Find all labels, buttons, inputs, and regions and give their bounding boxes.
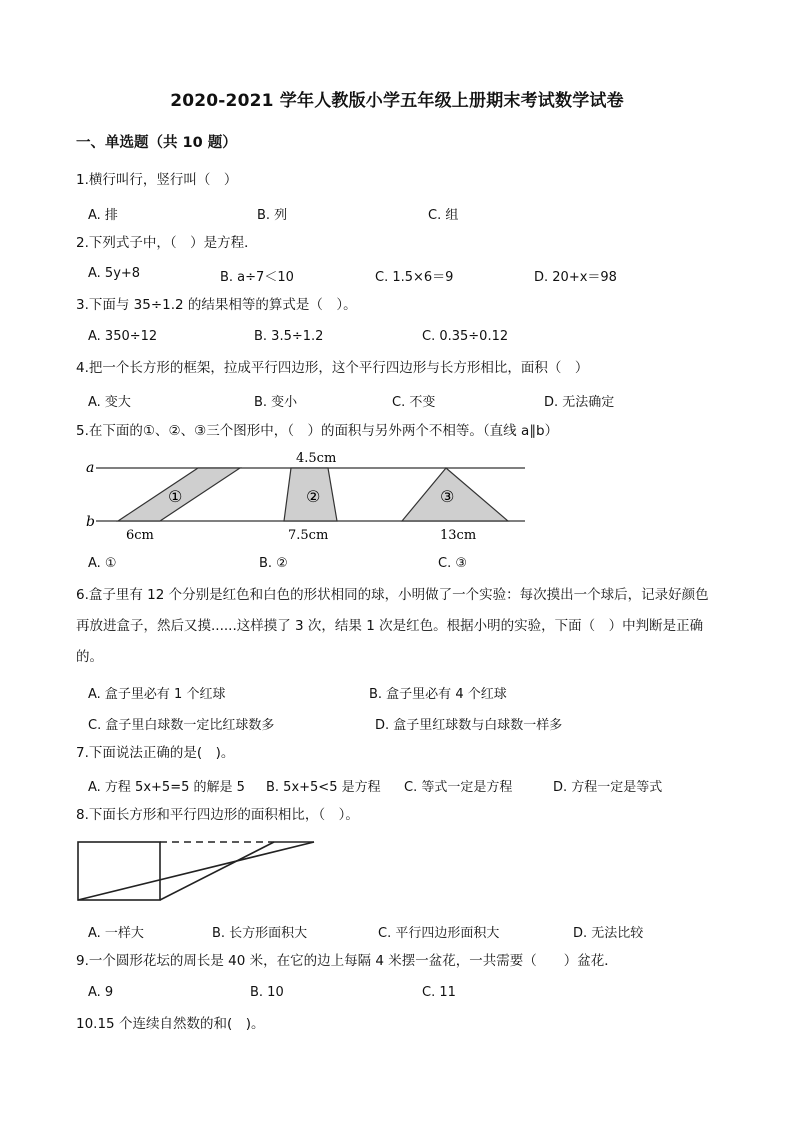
question-10: 10.15 个连续自然数的和( )。 xyxy=(76,1016,265,1032)
shape-1-label: ① xyxy=(168,487,183,506)
q6-option-b[interactable]: B. 盒子里必有 4 个红球 xyxy=(369,687,507,702)
q3-option-a[interactable]: A. 350÷12 xyxy=(88,329,158,344)
q2-option-a[interactable]: A. 5y+8 xyxy=(88,266,141,281)
shape-3-triangle xyxy=(402,468,508,521)
q4-option-a[interactable]: A. 变大 xyxy=(88,395,131,410)
q2-option-b[interactable]: B. a÷7＜10 xyxy=(220,270,294,285)
question-7: 7.下面说法正确的是( )。 xyxy=(76,745,235,761)
question-4: 4.把一个长方形的框架，拉成平行四边形，这个平行四边形与长方形相比，面积（ ） xyxy=(76,360,589,376)
shape-1-base-label: 6cm xyxy=(126,528,154,543)
q5-option-a[interactable]: A. ① xyxy=(88,556,117,571)
q4-option-c[interactable]: C. 不变 xyxy=(392,395,436,410)
q8-option-a[interactable]: A. 一样大 xyxy=(88,926,144,941)
question-2: 2.下列式子中，（ ）是方程． xyxy=(76,235,258,251)
q9-option-a[interactable]: A. 9 xyxy=(88,985,114,1000)
q6-option-c[interactable]: C. 盒子里白球数一定比红球数多 xyxy=(88,718,275,733)
figure-rectangle-parallelogram xyxy=(76,838,318,904)
q7-option-d[interactable]: D. 方程一定是等式 xyxy=(553,780,663,795)
q7-option-a[interactable]: A. 方程 5x+5=5 的解是 5 xyxy=(88,780,245,795)
question-1: 1.横行叫行，竖行叫（ ） xyxy=(76,172,238,188)
q8-option-c[interactable]: C. 平行四边形面积大 xyxy=(378,926,500,941)
top-length-label: 4.5cm xyxy=(296,451,337,466)
q5-option-c[interactable]: C. ③ xyxy=(438,556,467,571)
q4-option-b[interactable]: B. 变小 xyxy=(254,395,298,410)
q8-option-b[interactable]: B. 长方形面积大 xyxy=(212,926,308,941)
section-heading: 一、单选题（共 10 题） xyxy=(76,135,237,151)
question-8: 8.下面长方形和平行四边形的面积相比，（ ）。 xyxy=(76,807,359,823)
shape-3-base-label: 13cm xyxy=(440,528,477,543)
q2-option-d[interactable]: D. 20+x＝98 xyxy=(534,270,617,285)
q9-option-b[interactable]: B. 10 xyxy=(250,985,284,1000)
q1-option-c[interactable]: C. 组 xyxy=(428,208,459,223)
q7-option-b[interactable]: B. 5x+5<5 是方程 xyxy=(266,780,381,795)
q5-option-b[interactable]: B. ② xyxy=(259,556,288,571)
q2-option-c[interactable]: C. 1.5×6＝9 xyxy=(375,270,454,285)
page-title: 2020-2021 学年人教版小学五年级上册期末考试数学试卷 xyxy=(170,91,624,111)
q3-option-b[interactable]: B. 3.5÷1.2 xyxy=(254,329,324,344)
line-b-label: b xyxy=(86,514,95,530)
parallelogram-long-edge xyxy=(78,842,314,900)
question-9: 9.一个圆形花坛的周长是 40 米，在它的边上每隔 4 米摆一盆花，一共需要（ ）盆花． xyxy=(76,953,618,969)
q3-option-c[interactable]: C. 0.35÷0.12 xyxy=(422,329,509,344)
q1-option-a[interactable]: A. 排 xyxy=(88,208,118,223)
shape-3-label: ③ xyxy=(440,487,455,506)
question-5: 5.在下面的①、②、③三个图形中，（ ）的面积与另外两个不相等。（直线 a∥b） xyxy=(76,423,559,439)
q9-option-c[interactable]: C. 11 xyxy=(422,985,456,1000)
shape-2-label: ② xyxy=(306,487,321,506)
question-3: 3.下面与 35÷1.2 的结果相等的算式是（ ）。 xyxy=(76,297,357,313)
rectangle-shape xyxy=(78,842,160,900)
shape-2-base-label: 7.5cm xyxy=(288,528,329,543)
q1-option-b[interactable]: B. 列 xyxy=(257,208,288,223)
q6-option-d[interactable]: D. 盒子里红球数与白球数一样多 xyxy=(375,718,563,733)
figure-three-shapes xyxy=(80,446,530,544)
q6-option-a[interactable]: A. 盒子里必有 1 个红球 xyxy=(88,687,226,702)
line-a-label: a xyxy=(86,460,95,476)
q7-option-c[interactable]: C. 等式一定是方程 xyxy=(404,780,513,795)
q8-option-d[interactable]: D. 无法比较 xyxy=(573,926,644,941)
question-6: 6.盒子里有 12 个分别是红色和白色的形状相同的球，小明做了一个实验：每次摸出一个球后，记录好颜色再放进盒子，然后又摸......这样摸了 3 次，结果 1 次是红色。根据小明的实验，下面（ ）中判断是正确的。 xyxy=(76,587,709,665)
q4-option-d[interactable]: D. 无法确定 xyxy=(544,395,615,410)
parallelogram-short-edge xyxy=(160,842,274,900)
